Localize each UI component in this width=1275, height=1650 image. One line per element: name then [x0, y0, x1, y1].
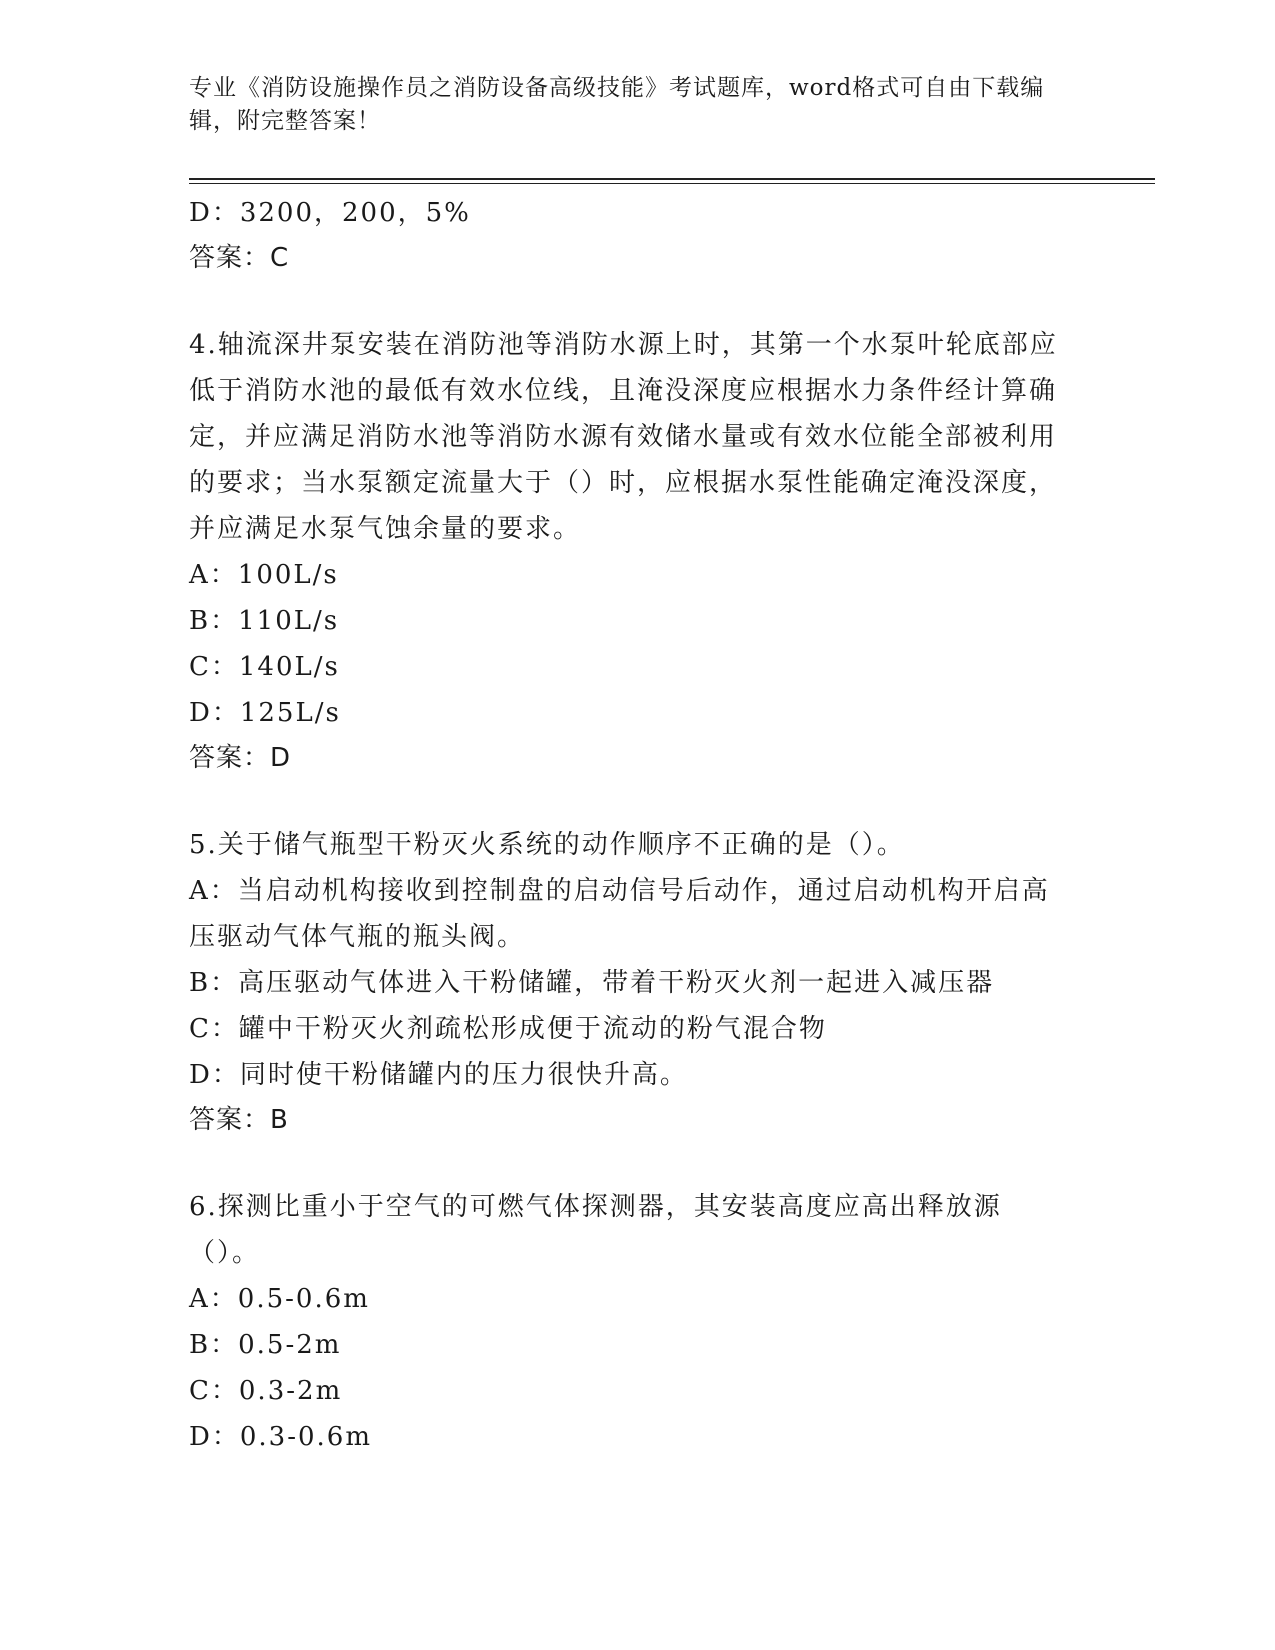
answer: 答案：D [189, 743, 292, 773]
answer: 答案：C [189, 243, 290, 273]
option-b: B：110L/s [189, 606, 340, 636]
option-d: D：同时使干粉储罐内的压力很快升高。 [189, 1060, 688, 1090]
option-b: B：0.5-2m [189, 1330, 342, 1360]
option-d: D：125L/s [189, 698, 341, 728]
question-stem: 4.轴流深井泵安装在消防池等消防水源上时，其第一个水泵叶轮底部应低于消防水池的最低有效水位线，且淹没深度应根据水力条件经计算确定，并应满足消防水池等消防水源有效储水量或有效水位能全部被利用的要求；当水泵额定流量大于（）时，应根据水泵性能确定淹没深度，并应满足水泵气蚀余量的要求。 [189, 330, 1058, 544]
page-content [189, 190, 1089, 1460]
question-stem: 6.探测比重小于空气的可燃气体探测器，其安装高度应高出释放源（）。 [189, 1192, 1002, 1268]
option-a: A：100L/s [189, 560, 339, 590]
question-stem: 5.关于储气瓶型干粉灭火系统的动作顺序不正确的是（）。 [189, 830, 905, 860]
spacer [189, 780, 1089, 822]
option-a: A：0.5-0.6m [189, 1284, 370, 1314]
spacer [189, 1142, 1089, 1184]
option-b: B：高压驱动气体进入干粉储罐，带着干粉灭火剂一起进入减压器 [189, 968, 995, 998]
option-a: A：当启动机构接收到控制盘的启动信号后动作，通过启动机构开启高压驱动气体气瓶的瓶头阀。 [189, 876, 1050, 952]
header-divider [189, 178, 1155, 180]
header-divider-thin [189, 183, 1155, 184]
option-c: C：罐中干粉灭火剂疏松形成便于流动的粉气混合物 [189, 1014, 827, 1044]
spacer [189, 280, 1089, 322]
question-6 [189, 1184, 1089, 1460]
answer: 答案：B [189, 1105, 289, 1135]
option-c: C：0.3-2m [189, 1376, 343, 1406]
option-c: C：140L/s [189, 652, 340, 682]
question-4 [189, 322, 1089, 780]
option-d: D：0.3-0.6m [189, 1422, 372, 1452]
question-5 [189, 822, 1089, 1142]
document-header: 专业《消防设施操作员之消防设备高级技能》考试题库，word格式可自由下载编辑，附完整答案！ [189, 75, 1045, 134]
option-d: D：3200，200，5% [189, 198, 471, 228]
